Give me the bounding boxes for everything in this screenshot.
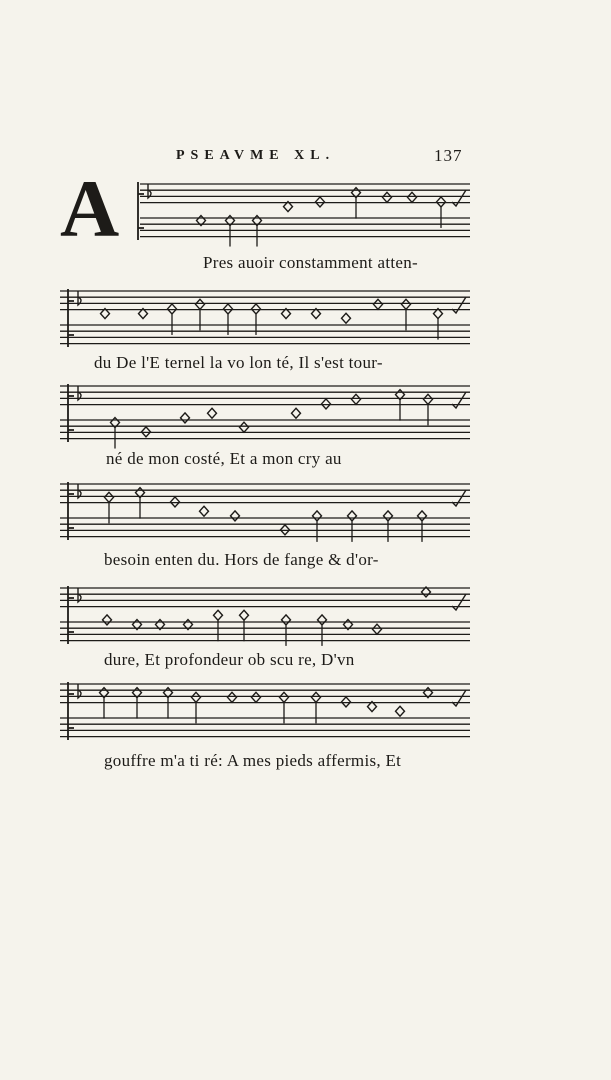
flat-sign <box>78 588 81 602</box>
diamond-note <box>437 197 446 207</box>
music-system-3 <box>60 378 480 478</box>
diamond-note <box>252 692 261 702</box>
page-number: 137 <box>434 146 463 165</box>
lyric-line-3: né de mon costé, Et a mon cry au <box>106 449 342 468</box>
flat-sign <box>78 386 81 400</box>
music-staff-2 <box>60 283 480 363</box>
flat-sign <box>148 184 151 198</box>
drop-cap-initial: A <box>60 163 120 254</box>
diamond-note <box>208 408 217 418</box>
diamond-note <box>408 192 417 202</box>
diamond-note <box>181 413 190 423</box>
music-staff-5 <box>60 580 480 660</box>
diamond-note <box>282 615 291 625</box>
custos-mark <box>452 392 466 408</box>
lyric-line-2: du De l'E ternel la vo lon té, Il s'est tour- <box>94 353 383 372</box>
music-system-6 <box>60 676 480 776</box>
custos-mark <box>452 190 466 206</box>
music-system-1 <box>60 176 480 276</box>
lyric-line-6: gouffre m'a ti ré: A mes pieds affermis, Et <box>104 751 402 770</box>
running-head-title: PSEAVME XL. <box>176 148 336 163</box>
diamond-note <box>352 394 361 404</box>
diamond-note <box>424 394 433 404</box>
music-system-4 <box>60 476 480 576</box>
diamond-note <box>192 692 201 702</box>
custos-mark <box>452 594 466 610</box>
music-staff-3 <box>60 378 480 458</box>
diamond-note <box>292 408 301 418</box>
custos-mark <box>452 490 466 506</box>
diamond-note <box>196 299 205 309</box>
custos-mark <box>452 690 466 706</box>
diamond-note <box>200 506 209 516</box>
diamond-note <box>373 624 382 634</box>
diamond-note <box>383 192 392 202</box>
diamond-note <box>318 615 327 625</box>
diamond-note <box>312 692 321 702</box>
music-staff-1 <box>60 176 480 256</box>
lyric-line-1: Pres auoir constamment atten- <box>203 253 418 272</box>
lyric-line-5: dure, Et profondeur ob scu re, D'vn <box>104 650 355 669</box>
flat-sign <box>78 291 81 305</box>
diamond-note <box>316 197 325 207</box>
diamond-note <box>214 610 223 620</box>
diamond-note <box>313 511 322 521</box>
diamond-note <box>418 511 427 521</box>
music-staff-6 <box>60 676 480 756</box>
music-staff-4 <box>60 476 480 556</box>
music-system-2 <box>60 283 480 383</box>
flat-sign <box>78 484 81 498</box>
diamond-note <box>374 299 383 309</box>
diamond-note <box>105 492 114 502</box>
diamond-note <box>231 511 240 521</box>
diamond-note <box>240 422 249 432</box>
diamond-note <box>228 692 237 702</box>
diamond-note <box>342 313 351 323</box>
diamond-note <box>396 706 405 716</box>
custos-mark <box>452 297 466 313</box>
diamond-note <box>348 511 357 521</box>
diamond-note <box>384 511 393 521</box>
music-system-5 <box>60 580 480 680</box>
diamond-note <box>402 299 411 309</box>
diamond-note <box>240 610 249 620</box>
diamond-note <box>103 615 112 625</box>
flat-sign <box>78 684 81 698</box>
lyric-line-4: besoin enten du. Hors de fange & d'or- <box>104 550 379 569</box>
diamond-note <box>280 692 289 702</box>
